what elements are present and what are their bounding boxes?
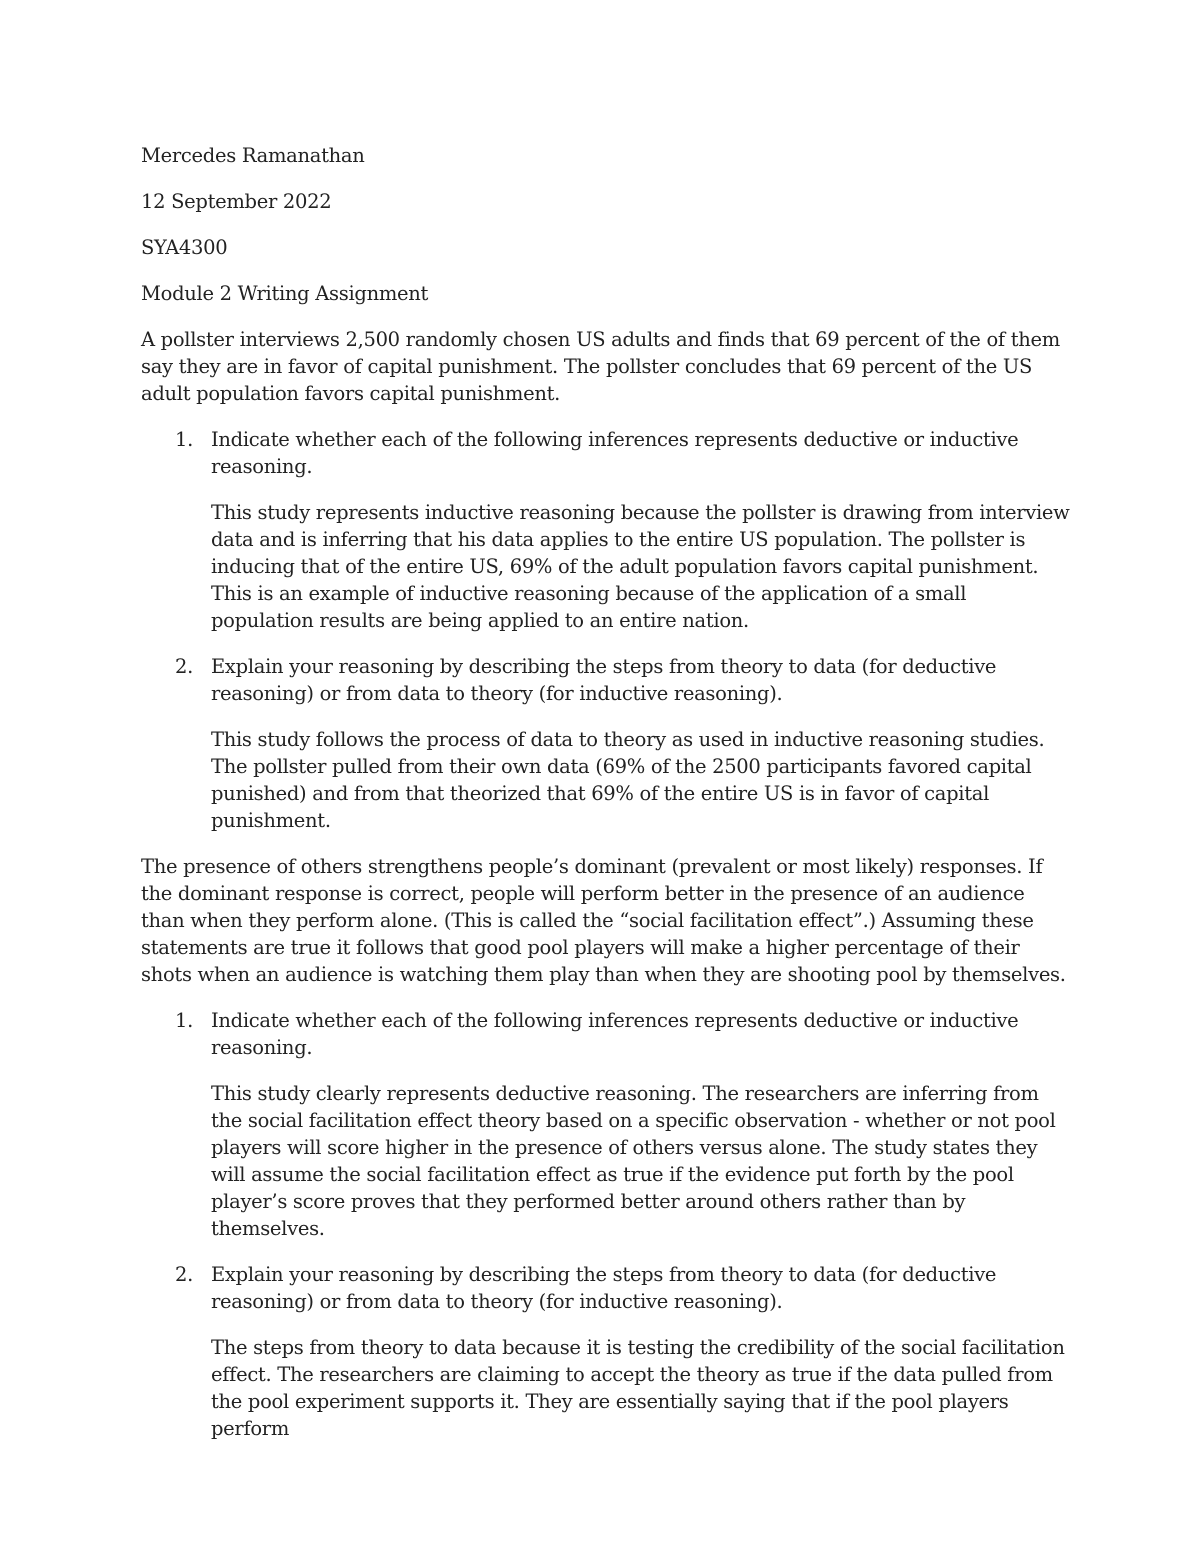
section2-question-list [141, 1007, 1071, 1442]
document-body [141, 142, 1071, 1461]
section1-prompt: A pollster interviews 2,500 randomly chosen US adults and finds that 69 percent of the of them say they are in favor of capital punishment. The pollster concludes that 69 percent of the US adult population favors capital punishment. [141, 328, 1060, 405]
assignment-title: Module 2 Writing Assignment [141, 282, 429, 305]
section2-prompt: The presence of others strengthens people’s dominant (prevalent or most likely) responses. If the dominant response is correct, people will perform better in the presence of an audience than when they perform alone. (This is called the “social facilitation effect”.) Assuming these statements are true it follows that good pool players will make a higher percentage of their shots when an audience is watching them play than when they are shooting pool by themselves. [141, 855, 1066, 986]
question-text: Explain your reasoning by describing the steps from theory to data (for deductive reasoning) or from data to theory (for inductive reasoning). [211, 655, 997, 705]
course-code: SYA4300 [141, 236, 228, 259]
answer-text: This study represents inductive reasoning because the pollster is drawing from interview data and is inferring that his data applies to the entire US population. The pollster is inducing that of the entire US, 69% of the adult population favors capital punishment. This is an example of inductive reasoning because of the application of a small population results are being applied to an entire nation. [211, 501, 1070, 632]
author-name: Mercedes Ramanathan [141, 144, 365, 167]
question-number: 2. [175, 1263, 194, 1286]
question-text: Explain your reasoning by describing the steps from theory to data (for deductive reasoning) or from data to theory (for inductive reasoning). [211, 1263, 997, 1313]
answer-text: The steps from theory to data because it is testing the credibility of the social facilitation effect. The researchers are claiming to accept the theory as true if the data pulled from the pool experiment supports it. They are essentially saying that if the pool players perform [211, 1336, 1065, 1440]
question-item [141, 1007, 1071, 1242]
question-item [141, 653, 1071, 834]
question-number: 2. [175, 655, 194, 678]
question-item [141, 426, 1071, 634]
document-date: 12 September 2022 [141, 190, 332, 213]
question-number: 1. [175, 428, 194, 451]
section1-question-list [141, 426, 1071, 834]
answer-text: This study follows the process of data to theory as used in inductive reasoning studies. The pollster pulled from their own data (69% of the 2500 participants favored capital punished) and from that theorized that 69% of the entire US is in favor of capital punishment. [211, 728, 1045, 832]
answer-text: This study clearly represents deductive reasoning. The researchers are inferring from the social facilitation effect theory based on a specific observation - whether or not pool players will score higher in the presence of others versus alone. The study states they will assume the social facilitation effect as true if the evidence put forth by the pool player’s score proves that they performed better around others rather than by themselves. [211, 1082, 1056, 1240]
question-text: Indicate whether each of the following inferences represents deductive or inductive reasoning. [211, 428, 1019, 478]
question-item [141, 1261, 1071, 1442]
question-number: 1. [175, 1009, 194, 1032]
question-text: Indicate whether each of the following inferences represents deductive or inductive reasoning. [211, 1009, 1019, 1059]
